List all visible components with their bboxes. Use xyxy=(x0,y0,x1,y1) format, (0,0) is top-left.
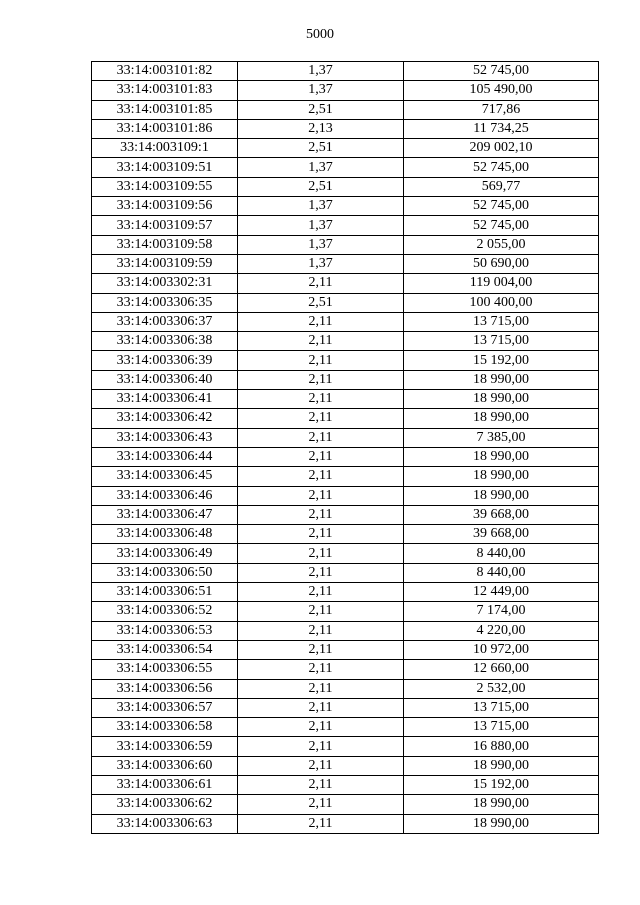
cadastral-number-cell: 33:14:003306:50 xyxy=(92,563,238,582)
coefficient-cell: 2,11 xyxy=(238,737,404,756)
data-table xyxy=(91,61,599,834)
table-row xyxy=(92,602,599,621)
amount-cell: 10 972,00 xyxy=(404,640,599,659)
amount-cell: 52 745,00 xyxy=(404,216,599,235)
coefficient-cell: 2,11 xyxy=(238,467,404,486)
amount-cell: 16 880,00 xyxy=(404,737,599,756)
cadastral-number-cell: 33:14:003306:49 xyxy=(92,544,238,563)
amount-cell: 52 745,00 xyxy=(404,62,599,81)
coefficient-cell: 1,37 xyxy=(238,158,404,177)
table-row xyxy=(92,544,599,563)
coefficient-cell: 2,11 xyxy=(238,351,404,370)
coefficient-cell: 1,37 xyxy=(238,62,404,81)
coefficient-cell: 2,11 xyxy=(238,525,404,544)
amount-cell: 7 174,00 xyxy=(404,602,599,621)
cadastral-number-cell: 33:14:003101:86 xyxy=(92,119,238,138)
coefficient-cell: 1,37 xyxy=(238,197,404,216)
coefficient-cell: 2,51 xyxy=(238,139,404,158)
table-row xyxy=(92,216,599,235)
table-row xyxy=(92,621,599,640)
table-row xyxy=(92,525,599,544)
cadastral-number-cell: 33:14:003306:57 xyxy=(92,698,238,717)
amount-cell: 18 990,00 xyxy=(404,447,599,466)
table-row xyxy=(92,775,599,794)
cadastral-number-cell: 33:14:003306:51 xyxy=(92,583,238,602)
table-row xyxy=(92,235,599,254)
amount-cell: 13 715,00 xyxy=(404,312,599,331)
table-row xyxy=(92,467,599,486)
amount-cell: 52 745,00 xyxy=(404,158,599,177)
table-row xyxy=(92,390,599,409)
cadastral-number-cell: 33:14:003109:56 xyxy=(92,197,238,216)
table-row xyxy=(92,795,599,814)
coefficient-cell: 2,11 xyxy=(238,332,404,351)
coefficient-cell: 2,51 xyxy=(238,177,404,196)
cadastral-number-cell: 33:14:003306:45 xyxy=(92,467,238,486)
amount-cell: 50 690,00 xyxy=(404,254,599,273)
amount-cell: 18 990,00 xyxy=(404,795,599,814)
table-row xyxy=(92,62,599,81)
amount-cell: 7 385,00 xyxy=(404,428,599,447)
cadastral-number-cell: 33:14:003306:55 xyxy=(92,660,238,679)
table-row xyxy=(92,81,599,100)
cadastral-number-cell: 33:14:003306:63 xyxy=(92,814,238,833)
cadastral-number-cell: 33:14:003109:51 xyxy=(92,158,238,177)
cadastral-number-cell: 33:14:003306:41 xyxy=(92,390,238,409)
coefficient-cell: 2,11 xyxy=(238,660,404,679)
table-row xyxy=(92,370,599,389)
table-row xyxy=(92,139,599,158)
coefficient-cell: 1,37 xyxy=(238,216,404,235)
table-row xyxy=(92,814,599,833)
cadastral-number-cell: 33:14:003109:57 xyxy=(92,216,238,235)
table-row xyxy=(92,293,599,312)
amount-cell: 11 734,25 xyxy=(404,119,599,138)
amount-cell: 717,86 xyxy=(404,100,599,119)
table-row xyxy=(92,679,599,698)
cadastral-number-cell: 33:14:003109:58 xyxy=(92,235,238,254)
amount-cell: 8 440,00 xyxy=(404,563,599,582)
table-row xyxy=(92,409,599,428)
coefficient-cell: 2,11 xyxy=(238,544,404,563)
amount-cell: 18 990,00 xyxy=(404,409,599,428)
cadastral-number-cell: 33:14:003306:53 xyxy=(92,621,238,640)
amount-cell: 18 990,00 xyxy=(404,390,599,409)
table-row xyxy=(92,254,599,273)
coefficient-cell: 2,11 xyxy=(238,756,404,775)
table-row xyxy=(92,428,599,447)
coefficient-cell: 2,11 xyxy=(238,814,404,833)
table-row xyxy=(92,698,599,717)
coefficient-cell: 2,11 xyxy=(238,621,404,640)
cadastral-number-cell: 33:14:003306:35 xyxy=(92,293,238,312)
coefficient-cell: 2,11 xyxy=(238,486,404,505)
cadastral-number-cell: 33:14:003306:46 xyxy=(92,486,238,505)
amount-cell: 569,77 xyxy=(404,177,599,196)
table-row xyxy=(92,583,599,602)
cadastral-number-cell: 33:14:003306:39 xyxy=(92,351,238,370)
cadastral-number-cell: 33:14:003306:52 xyxy=(92,602,238,621)
table-row xyxy=(92,563,599,582)
table-row xyxy=(92,447,599,466)
table-row xyxy=(92,505,599,524)
table-row xyxy=(92,737,599,756)
cadastral-number-cell: 33:14:003109:59 xyxy=(92,254,238,273)
coefficient-cell: 2,11 xyxy=(238,390,404,409)
coefficient-cell: 2,11 xyxy=(238,312,404,331)
table-row xyxy=(92,332,599,351)
coefficient-cell: 1,37 xyxy=(238,235,404,254)
table-row xyxy=(92,660,599,679)
cadastral-number-cell: 33:14:003306:47 xyxy=(92,505,238,524)
coefficient-cell: 2,11 xyxy=(238,563,404,582)
amount-cell: 12 449,00 xyxy=(404,583,599,602)
table-row xyxy=(92,486,599,505)
amount-cell: 39 668,00 xyxy=(404,505,599,524)
cadastral-number-cell: 33:14:003101:85 xyxy=(92,100,238,119)
coefficient-cell: 2,11 xyxy=(238,679,404,698)
table-row xyxy=(92,100,599,119)
cadastral-number-cell: 33:14:003306:54 xyxy=(92,640,238,659)
coefficient-cell: 2,11 xyxy=(238,370,404,389)
cadastral-number-cell: 33:14:003306:40 xyxy=(92,370,238,389)
coefficient-cell: 2,11 xyxy=(238,583,404,602)
coefficient-cell: 2,11 xyxy=(238,428,404,447)
cadastral-number-cell: 33:14:003306:58 xyxy=(92,718,238,737)
amount-cell: 18 990,00 xyxy=(404,814,599,833)
coefficient-cell: 2,11 xyxy=(238,505,404,524)
amount-cell: 18 990,00 xyxy=(404,486,599,505)
amount-cell: 13 715,00 xyxy=(404,698,599,717)
amount-cell: 18 990,00 xyxy=(404,467,599,486)
cadastral-number-cell: 33:14:003306:59 xyxy=(92,737,238,756)
amount-cell: 2 532,00 xyxy=(404,679,599,698)
cadastral-number-cell: 33:14:003306:48 xyxy=(92,525,238,544)
cadastral-number-cell: 33:14:003101:82 xyxy=(92,62,238,81)
table-row xyxy=(92,718,599,737)
amount-cell: 100 400,00 xyxy=(404,293,599,312)
table-row xyxy=(92,119,599,138)
cadastral-number-cell: 33:14:003306:37 xyxy=(92,312,238,331)
table-row xyxy=(92,177,599,196)
cadastral-number-cell: 33:14:003306:56 xyxy=(92,679,238,698)
table-row xyxy=(92,756,599,775)
cadastral-number-cell: 33:14:003109:55 xyxy=(92,177,238,196)
amount-cell: 8 440,00 xyxy=(404,544,599,563)
coefficient-cell: 2,11 xyxy=(238,640,404,659)
table-row xyxy=(92,197,599,216)
coefficient-cell: 2,11 xyxy=(238,447,404,466)
cadastral-number-cell: 33:14:003101:83 xyxy=(92,81,238,100)
coefficient-cell: 2,11 xyxy=(238,718,404,737)
coefficient-cell: 2,13 xyxy=(238,119,404,138)
coefficient-cell: 1,37 xyxy=(238,81,404,100)
coefficient-cell: 2,51 xyxy=(238,293,404,312)
coefficient-cell: 2,11 xyxy=(238,698,404,717)
amount-cell: 119 004,00 xyxy=(404,274,599,293)
amount-cell: 209 002,10 xyxy=(404,139,599,158)
cadastral-number-cell: 33:14:003306:44 xyxy=(92,447,238,466)
coefficient-cell: 2,11 xyxy=(238,602,404,621)
cadastral-number-cell: 33:14:003306:38 xyxy=(92,332,238,351)
amount-cell: 18 990,00 xyxy=(404,370,599,389)
amount-cell: 12 660,00 xyxy=(404,660,599,679)
cadastral-number-cell: 33:14:003306:62 xyxy=(92,795,238,814)
table-row xyxy=(92,312,599,331)
coefficient-cell: 2,11 xyxy=(238,409,404,428)
cadastral-number-cell: 33:14:003306:61 xyxy=(92,775,238,794)
cadastral-number-cell: 33:14:003302:31 xyxy=(92,274,238,293)
coefficient-cell: 2,51 xyxy=(238,100,404,119)
coefficient-cell: 2,11 xyxy=(238,775,404,794)
amount-cell: 39 668,00 xyxy=(404,525,599,544)
table-row xyxy=(92,158,599,177)
table-row xyxy=(92,351,599,370)
table-body xyxy=(92,62,599,834)
cadastral-number-cell: 33:14:003306:42 xyxy=(92,409,238,428)
amount-cell: 13 715,00 xyxy=(404,332,599,351)
coefficient-cell: 1,37 xyxy=(238,254,404,273)
amount-cell: 52 745,00 xyxy=(404,197,599,216)
amount-cell: 18 990,00 xyxy=(404,756,599,775)
amount-cell: 15 192,00 xyxy=(404,775,599,794)
amount-cell: 13 715,00 xyxy=(404,718,599,737)
cadastral-number-cell: 33:14:003306:43 xyxy=(92,428,238,447)
coefficient-cell: 2,11 xyxy=(238,274,404,293)
coefficient-cell: 2,11 xyxy=(238,795,404,814)
cadastral-number-cell: 33:14:003306:60 xyxy=(92,756,238,775)
amount-cell: 105 490,00 xyxy=(404,81,599,100)
amount-cell: 2 055,00 xyxy=(404,235,599,254)
page-number: 5000 xyxy=(306,27,334,42)
table-row xyxy=(92,274,599,293)
cadastral-number-cell: 33:14:003109:1 xyxy=(92,139,238,158)
table-row xyxy=(92,640,599,659)
amount-cell: 15 192,00 xyxy=(404,351,599,370)
amount-cell: 4 220,00 xyxy=(404,621,599,640)
